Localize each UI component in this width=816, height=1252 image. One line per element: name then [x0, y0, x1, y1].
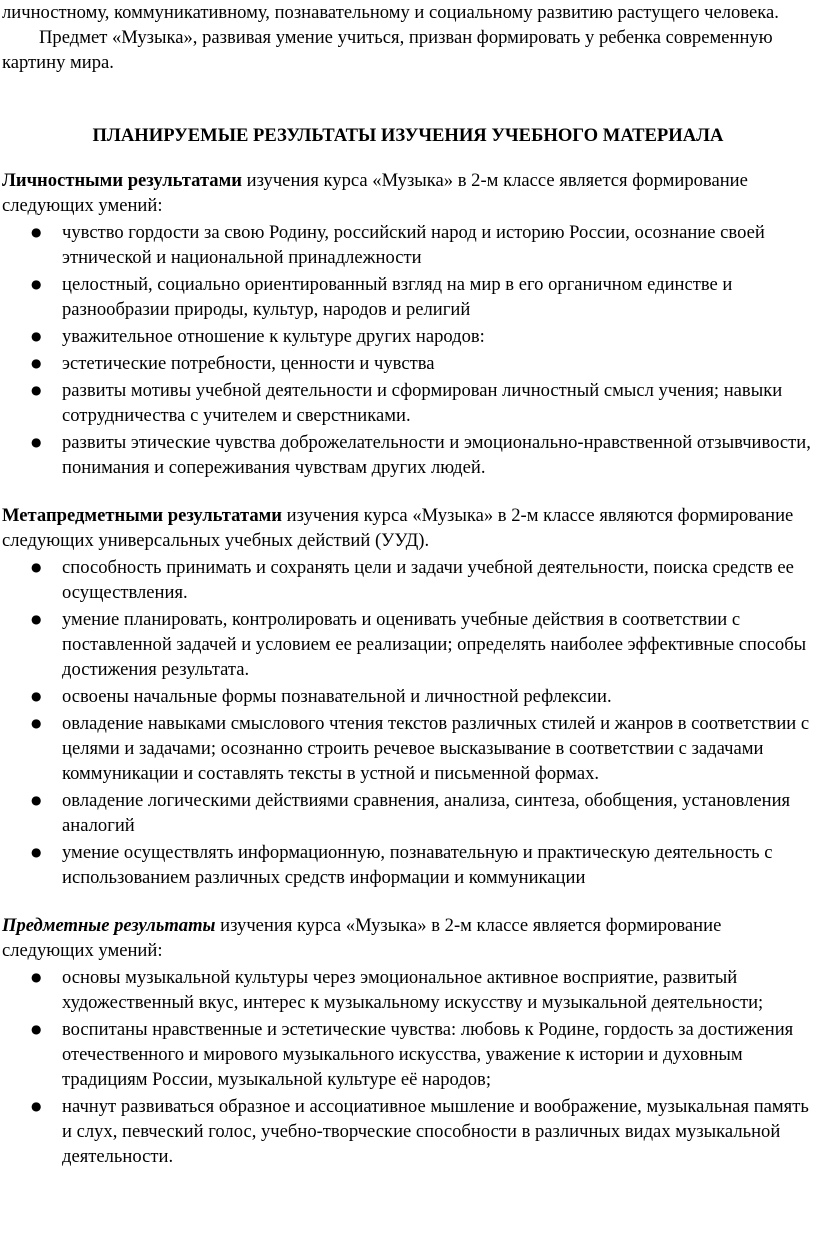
list-item — [31, 351, 814, 376]
list-item-text: воспитаны нравственные и эстетические чувства: любовь к Родине, гордость за достижения отечественного и мирового музыкального искусства, уважение к истории и духовным традициям России, музыкальной культуре её народов; — [62, 1019, 794, 1090]
bullet-icon: ● — [31, 383, 42, 397]
meta-results-title: Метапредметными результатами — [2, 505, 283, 526]
list-item-text: умение планировать, контролировать и оценивать учебные действия в соответствии с поставленной задачей и условием ее реализации; определять наиболее эффективные способы достижения результата. — [62, 609, 807, 680]
list-item — [31, 965, 814, 1015]
list-item-text: развиты этические чувства доброжелательности и эмоционально-нравственной отзывчивости, понимания и сопереживания чувствам других людей. — [62, 432, 811, 478]
list-item — [31, 430, 814, 480]
list-item — [31, 711, 814, 786]
list-item-text: начнут развиваться образное и ассоциативное мышление и воображение, музыкальная память и слух, певческий голос, учебно-творческие способности в различных видах музыкальной деятельности. — [62, 1096, 809, 1167]
list-item-text: овладение навыками смыслового чтения текстов различных стилей и жанров в соответствии с целями и задачами; осознанно строить речевое высказывание в соответствии с задачами коммуникации и составлять тексты в устной и письменной формах. — [62, 713, 810, 784]
list-item — [31, 324, 814, 349]
personal-results-list — [2, 220, 814, 480]
list-item-text: чувство гордости за свою Родину, российский народ и историю России, осознание своей этнической и национальной принадлежности — [62, 222, 765, 268]
personal-results-title: Личностными результатами — [2, 170, 242, 191]
list-item — [31, 220, 814, 270]
list-item-text: развиты мотивы учебной деятельности и сформирован личностный смысл учения; навыки сотрудничества с учителем и сверстниками. — [62, 380, 783, 426]
subject-results-text: изучения курса «Музыка» в 2-м классе является формирование следующих умений: — [2, 915, 722, 961]
meta-results-list — [2, 555, 814, 890]
bullet-icon: ● — [31, 793, 42, 807]
personal-results-text: изучения курса «Музыка» в 2-м классе является формирование следующих умений: — [2, 170, 748, 216]
list-item — [31, 555, 814, 605]
list-item — [31, 788, 814, 838]
bullet-icon: ● — [31, 225, 42, 239]
bullet-icon: ● — [31, 560, 42, 574]
list-item-text: уважительное отношение к культуре других народов: — [62, 326, 485, 347]
list-item — [31, 607, 814, 682]
subject-results-list — [2, 965, 814, 1169]
list-item-text: овладение логическими действиями сравнения, анализа, синтеза, обобщения, установления аналогий — [62, 790, 791, 836]
list-item — [31, 840, 814, 890]
personal-results-lead — [2, 168, 814, 218]
bullet-icon: ● — [31, 1022, 42, 1036]
bullet-icon: ● — [31, 1099, 42, 1113]
section-heading: ПЛАНИРУЕМЫЕ РЕЗУЛЬТАТЫ ИЗУЧЕНИЯ УЧЕБНОГО МАТЕРИАЛА — [92, 125, 724, 146]
bullet-icon: ● — [31, 435, 42, 449]
bullet-icon: ● — [31, 845, 42, 859]
list-item — [31, 1017, 814, 1092]
intro-paragraph: личностному, коммуникативному, познавательному и социальному развитию растущего человека. — [2, 2, 779, 23]
bullet-icon: ● — [31, 970, 42, 984]
list-item-text: целостный, социально ориентированный взгляд на мир в его органичном единстве и разнообразии природы, культур, народов и религий — [62, 274, 733, 320]
meta-results-text: изучения курса «Музыка» в 2-м классе являются формирование следующих универсальных учебных действий (УУД). — [2, 505, 794, 551]
list-item — [31, 684, 814, 709]
list-item-text: эстетические потребности, ценности и чувства — [62, 353, 435, 374]
bullet-icon: ● — [31, 277, 42, 291]
list-item — [31, 272, 814, 322]
list-item-text: умение осуществлять информационную, познавательную и практическую деятельность с использованием различных средств информации и коммуникации — [62, 842, 773, 888]
list-item-text: освоены начальные формы познавательной и личностной рефлексии. — [62, 686, 612, 707]
subject-results-lead — [2, 913, 814, 963]
meta-results-lead — [2, 503, 814, 553]
list-item-text: способность принимать и сохранять цели и задачи учебной деятельности, поиска средств ее осуществления. — [62, 557, 794, 603]
intro-paragraph-music: Предмет «Музыка», развивая умение учиться, призван формировать у ребенка современную картину мира. — [2, 27, 773, 73]
bullet-icon: ● — [31, 356, 42, 370]
bullet-icon: ● — [31, 329, 42, 343]
list-item — [31, 1094, 814, 1169]
bullet-icon: ● — [31, 612, 42, 626]
bullet-icon: ● — [31, 689, 42, 703]
bullet-icon: ● — [31, 716, 42, 730]
subject-results-title: Предметные результаты — [2, 915, 216, 936]
list-item-text: основы музыкальной культуры через эмоциональное активное восприятие, развитый художественный вкус, интерес к музыкальному искусству и музыкальной деятельности; — [62, 967, 764, 1013]
list-item — [31, 378, 814, 428]
